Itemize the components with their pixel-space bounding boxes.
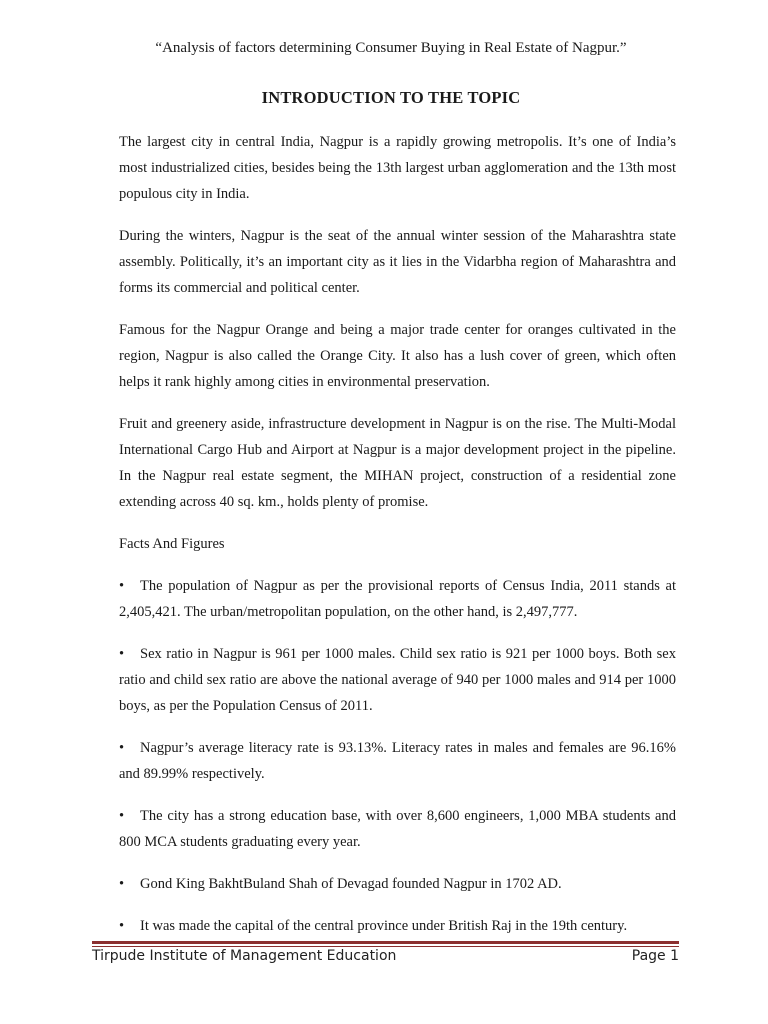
list-item-text: Nagpur’s average literacy rate is 93.13%. Literacy rates in males and females are 96.16% and 89.99% respectively.: [119, 740, 676, 782]
list-item: [119, 573, 676, 625]
page-number: Page 1: [631, 948, 679, 964]
running-header: “Analysis of factors determining Consumer Buying in Real Estate of Nagpur.”: [155, 40, 627, 56]
bullet-icon: •: [119, 876, 125, 892]
list-item-text: It was made the capital of the central province under British Raj in the 19th century.: [140, 918, 628, 934]
paragraph: Fruit and greenery aside, infrastructure development in Nagpur is on the rise. The Multi-Modal International Cargo Hub and Airport at Nagpur is a major development project in the pipeline. In the Nagpur real estate segment, the MIHAN project, construction of a residential zone extending across 40 sq. km., holds plenty of promise.: [119, 416, 676, 510]
bullet-icon: •: [119, 740, 125, 756]
list-item: [119, 735, 676, 787]
paragraph: The largest city in central India, Nagpur is a rapidly growing metropolis. It’s one of India’s most industrialized cities, besides being the 13th largest urban agglomeration and the 13th most populous city in India.: [119, 134, 676, 202]
footer-divider-thin: [92, 946, 679, 947]
bullet-icon: •: [119, 808, 125, 824]
bullet-icon: •: [119, 646, 125, 662]
facts-heading: Facts And Figures: [119, 536, 225, 552]
list-item: [119, 871, 676, 897]
section-title: INTRODUCTION TO THE TOPIC: [261, 88, 521, 107]
paragraph: During the winters, Nagpur is the seat of the annual winter session of the Maharashtra state assembly. Politically, it’s an important city as it lies in the Vidarbha region of Maharashtra and forms its commercial and political center.: [119, 228, 676, 296]
list-item: [119, 803, 676, 855]
document-body: [119, 129, 676, 955]
paragraph: Famous for the Nagpur Orange and being a major trade center for oranges cultivated in the region, Nagpur is also called the Orange City. It also has a lush cover of green, which often helps it rank highly among cities in environmental preservation.: [119, 322, 676, 390]
bullet-icon: •: [119, 578, 125, 594]
list-item-text: Sex ratio in Nagpur is 961 per 1000 males. Child sex ratio is 921 per 1000 boys. Both sex ratio and child sex ratio are above the national average of 940 per 1000 males and 914 per 1000 boys, as per the Population Census of 2011.: [119, 646, 676, 714]
list-item: [119, 641, 676, 719]
page-footer: [92, 948, 679, 964]
list-item-text: The population of Nagpur as per the provisional reports of Census India, 2011 stands at 2,405,421. The urban/metropolitan population, on the other hand, is 2,497,777.: [119, 578, 676, 620]
list-item: [119, 913, 676, 939]
bullet-icon: •: [119, 918, 125, 934]
list-item-text: Gond King BakhtBuland Shah of Devagad founded Nagpur in 1702 AD.: [140, 876, 562, 892]
footer-divider: [92, 941, 679, 944]
footer-institute: Tirpude Institute of Management Education: [92, 948, 397, 964]
list-item-text: The city has a strong education base, with over 8,600 engineers, 1,000 MBA students and 800 MCA students graduating every year.: [119, 808, 676, 850]
